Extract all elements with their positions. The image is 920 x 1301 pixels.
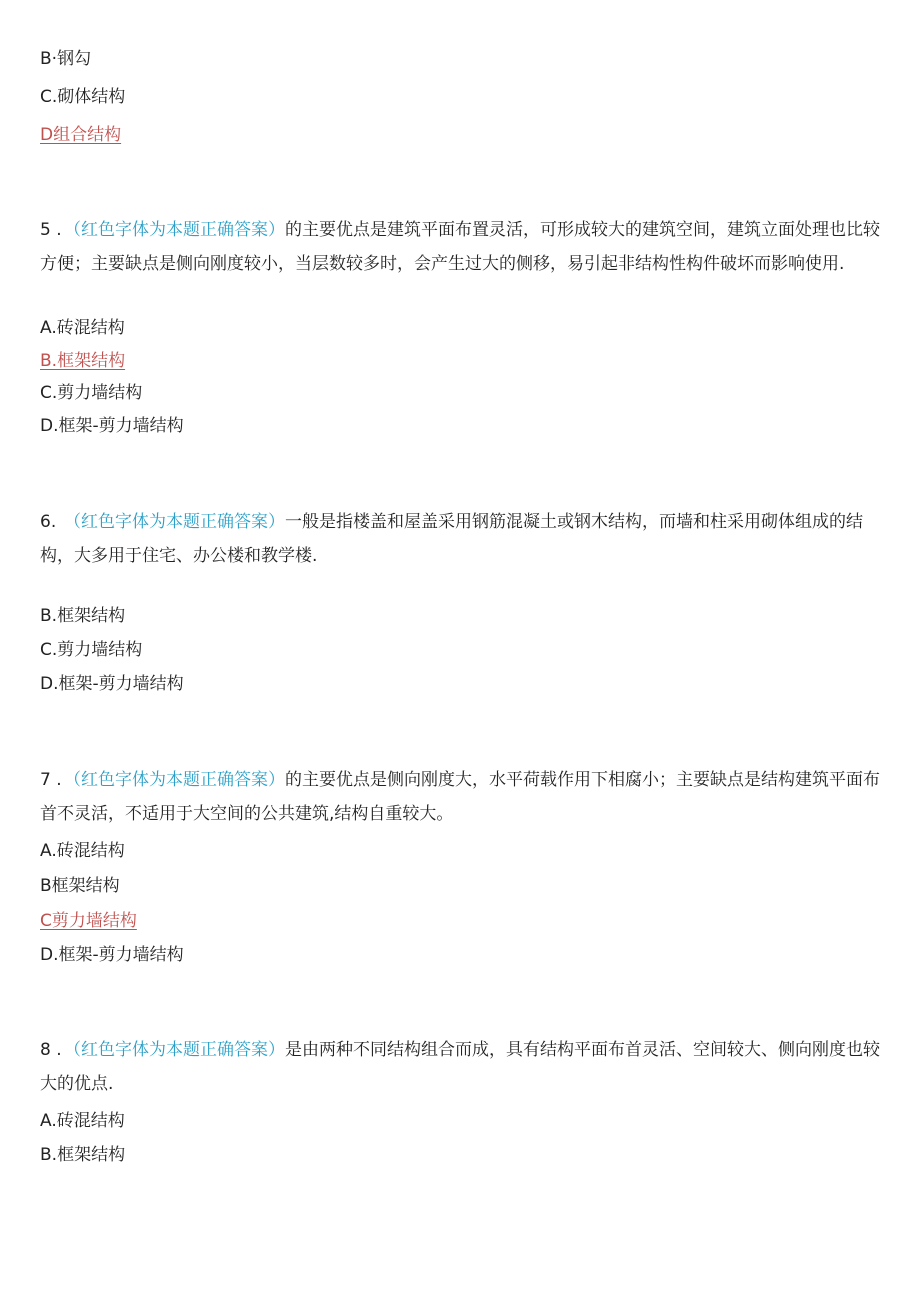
option-a: A.砖混结构 <box>40 1111 125 1131</box>
option-a: A.砖混结构 <box>40 841 125 861</box>
question-number: 7 . <box>40 770 62 790</box>
option-c-correct: C剪力墙结构 <box>40 911 137 931</box>
option-d: D.框架-剪力墙结构 <box>40 674 184 694</box>
option-b: B.框架结构 <box>40 1145 126 1165</box>
option-a: A.砖混结构 <box>40 318 125 338</box>
question-7-stem <box>40 763 885 831</box>
question-text: 是由两种不同结构组合而成，具有结构平面布首灵活、空间较大、侧向刚度也较大的优点. <box>40 1040 880 1094</box>
option-b: B·钢勾 <box>40 49 92 69</box>
option-b: B.框架结构 <box>40 606 126 626</box>
question-number: 5 . <box>40 220 62 240</box>
question-text: 的主要优点是建筑平面布置灵活，可形成较大的建筑空间，建筑立面处理也比较方便；主要缺点是侧向刚度较小，当层数较多时，会产生过大的侧移，易引起非结构性构件破坏而影响使用. <box>40 220 880 274</box>
question-8-stem <box>40 1033 885 1101</box>
question-text: 一般是指楼盖和屋盖采用钢筋混凝土或钢木结构，而墙和柱采用砌体组成的结构，大多用于住宅、办公楼和教学楼. <box>40 512 863 566</box>
question-6-stem <box>40 505 885 573</box>
option-c: C.剪力墙结构 <box>40 383 143 403</box>
answer-hint: （红色字体为本题正确答案） <box>64 220 285 240</box>
option-d: D.框架-剪力墙结构 <box>40 945 184 965</box>
answer-hint: （红色字体为本题正确答案） <box>64 1040 285 1060</box>
answer-hint: （红色字体为本题正确答案） <box>64 770 285 790</box>
option-d: D.框架-剪力墙结构 <box>40 416 184 436</box>
question-text: 的主要优点是侧向刚度大，水平荷载作用下相腐小；主要缺点是结构建筑平面布首不灵活，不适用于大空间的公共建筑,结构自重较大。 <box>40 770 880 824</box>
answer-hint: （红色字体为本题正确答案） <box>64 512 285 532</box>
option-b: B框架结构 <box>40 876 120 896</box>
question-number: 6. <box>40 512 57 532</box>
option-b-correct: B.框架结构 <box>40 351 126 371</box>
option-c: C.砌体结构 <box>40 87 126 107</box>
option-d-correct: D组合结构 <box>40 125 122 145</box>
option-c: C.剪力墙结构 <box>40 640 143 660</box>
question-5-stem <box>40 213 885 281</box>
question-number: 8 . <box>40 1040 62 1060</box>
